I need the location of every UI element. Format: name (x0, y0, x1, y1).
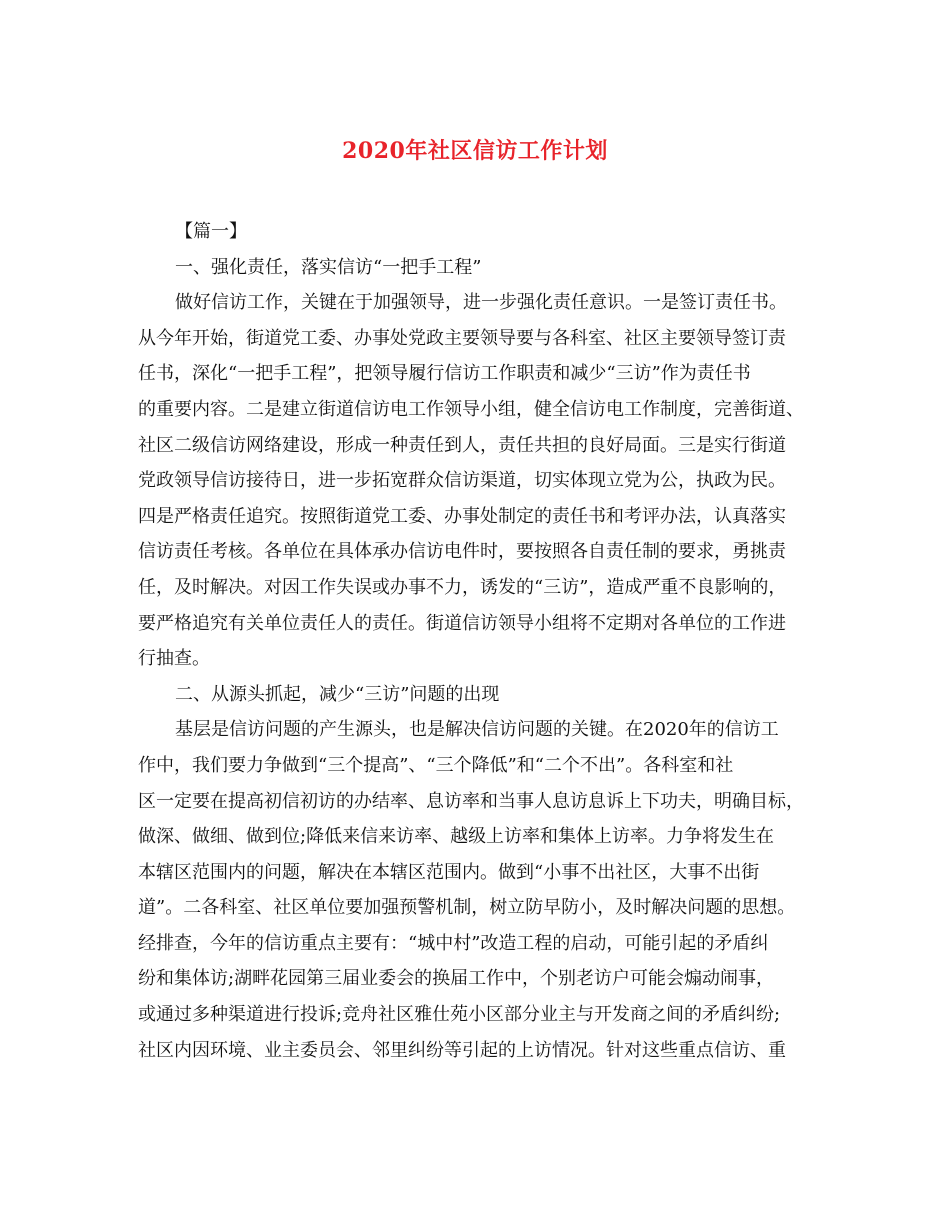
text-line: 做深、做细、做到位;降低来信来访率、越级上访率和集体上访率。力争将发生在 (138, 826, 775, 848)
text-line: 纷和集体访;湖畔花园第三届业委会的换届工作中，个别老访户可能会煽动闹事， (138, 968, 775, 990)
text-line: 道”。二各科室、社区单位要加强预警机制，树立防早防小，及时解决问题的思想。 (138, 897, 796, 919)
text-line: 的重要内容。二是建立街道信访电工作领导小组，健全信访电工作制度，完善街道、 (138, 398, 804, 420)
text-line: 社区内因环境、业主委员会、邻里纠纷等引起的上访情况。针对这些重点信访、重 (138, 1039, 786, 1061)
text-line: 【篇一】 (175, 221, 247, 242)
text-line: 或通过多种渠道进行投诉;竞舟社区雅仕苑小区部分业主与开发商之间的矛盾纠纷; (138, 1004, 781, 1026)
document-body (138, 214, 818, 1068)
text-line: 一、强化责任，落实信访“一把手工程” (175, 256, 482, 278)
text-line: 任，及时解决。对因工作失误或办事不力，诱发的“三访”，造成严重不良影响的， (138, 576, 787, 598)
text-line: 本辖区范围内的问题，解决在本辖区范围内。做到“小事不出社区，大事不出街 (138, 861, 760, 883)
text-line: 要严格追究有关单位责任人的责任。街道信访领导小组将不定期对各单位的工作进 (138, 612, 786, 634)
text-line: 党政领导信访接待日，进一步拓宽群众信访渠道，切实体现立党为公，执政为民。 (138, 470, 786, 492)
document-title: 2020年社区信访工作计划 (342, 138, 608, 164)
text-line: 从今年开始，街道党工委、办事处党政主要领导要与各科室、社区主要领导签订责 (138, 327, 786, 349)
text-line: 任书，深化“一把手工程”，把领导履行信访工作职责和减少“三访”作为责任书 (138, 363, 751, 385)
text-line: 信访责任考核。各单位在具体承办信访电件时，要按照各自责任制的要求，勇挑责 (138, 541, 786, 563)
text-line: 四是严格责任追究。按照街道党工委、办事处制定的责任书和考评办法，认真落实 (138, 505, 786, 527)
text-line: 经排查，今年的信访重点主要有：“城中村”改造工程的启动，可能引起的矛盾纠 (138, 932, 769, 954)
text-line: 做好信访工作，关键在于加强领导，进一步强化责任意识。一是签订责任书。 (175, 292, 787, 314)
text-line: 基层是信访问题的产生源头，也是解决信访问题的关键。在2020年的信访工 (175, 719, 779, 741)
text-line: 作中，我们要力争做到“三个提高”、“三个降低”和“二个不出”。各科室和社 (138, 754, 734, 776)
text-line: 二、从源头抓起，减少“三访”问题的出现 (175, 683, 500, 705)
text-line: 社区二级信访网络建设，形成一种责任到人，责任共担的良好局面。三是实行街道 (138, 434, 786, 456)
text-line: 区一定要在提高初信初访的办结率、息访率和当事人息访息诉上下功夫，明确目标， (138, 790, 804, 812)
text-line: 行抽查。 (138, 648, 210, 670)
